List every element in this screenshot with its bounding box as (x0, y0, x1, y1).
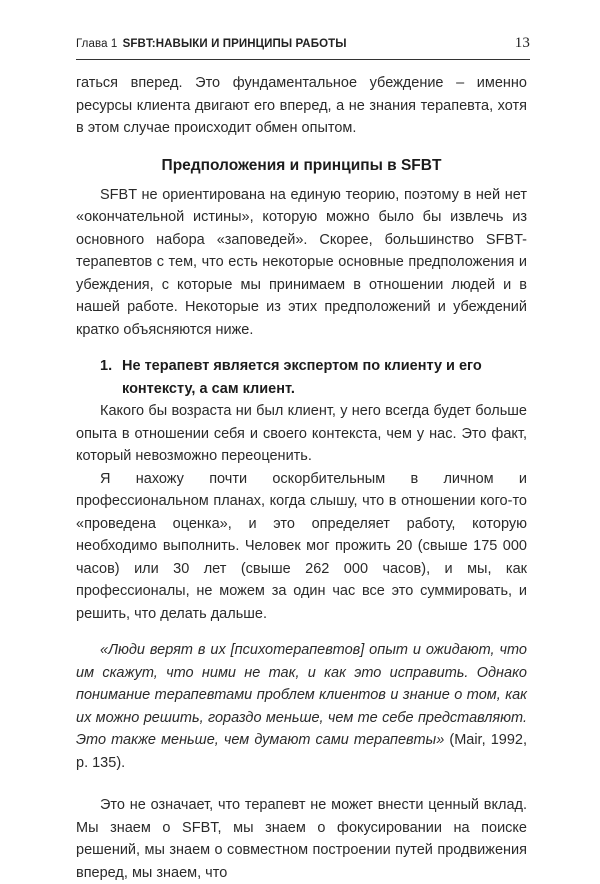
point-paragraph-1: Какого бы возраста ни был клиент, у него всегда будет больше опыта в отношении себя и своего контекста, чем у нас. Это факт, который невозможно переоценить. (76, 403, 527, 464)
section-heading: Предположения и принципы в SFBT (161, 156, 442, 174)
intro-paragraph: гаться вперед. Это фундаментальное убеждение – именно ресурсы клиента двигают его вперед, а не знания терапевта, хотя в этом случае происходит обмен опытом. (76, 75, 527, 136)
quote-text: «Люди верят в их [психотерапевтов] опыт и ожидают, что им скажут, что ними не так, и как это исправить. Однако понимание терапевтами проблем клиентов и знание о том, как их можно решить, гораздо меньше, чем те себе представляют. Это также меньше, чем думают сами терапевты» (76, 642, 527, 748)
closing-paragraph: Это не означает, что терапевт не может внести ценный вклад. Мы знаем о SFBT, мы знаем о фокусировании на поиске решений, мы знаем о совместном построении путей продвижения вперед, мы знаем, что (76, 797, 527, 881)
section-paragraph: SFBT не ориентирована на единую теорию, поэтому в ней нет «окончательной истины», которую можно было бы извлечь из основного набора «заповедей». Скорее, большинство SFBT-терапевтов с тем, что есть некоторые основные предположения и убеждения, с которые мы принимаем в отношении людей и в нашей работе. Некоторые из этих предположений и убеждений кратко объясняются ниже. (76, 186, 527, 338)
page-body (76, 72, 527, 884)
point-paragraph-2: Я нахожу почти оскорбительным в личном и профессиональном планах, когда слышу, что в отношении кого-то «проведена оценка», и это определяет работу, которую необходимо выполнить. Человек мог прожить 20 (свыше 175 000 часов) или 30 лет (свыше 262 000 часов), и мы, как профессионалы, не можем за один час все это суммировать, и решить, что делать дальше. (76, 470, 527, 622)
point-title: Не терапевт является экспертом по клиенту и его контексту, а сам клиент. (122, 358, 482, 397)
page-number: 13 (514, 35, 530, 51)
block-quote (76, 639, 527, 774)
header-divider (76, 59, 530, 60)
chapter-label: Глава 1 (76, 38, 118, 50)
chapter-title: SFBT:НАВЫКИ И ПРИНЦИПЫ РАБОТЫ (122, 38, 347, 50)
running-header (76, 35, 530, 58)
quote-citation: (Mair, 1992, p. 135). (76, 732, 527, 771)
point-number: 1. (100, 358, 113, 374)
numbered-point-heading (76, 355, 527, 400)
